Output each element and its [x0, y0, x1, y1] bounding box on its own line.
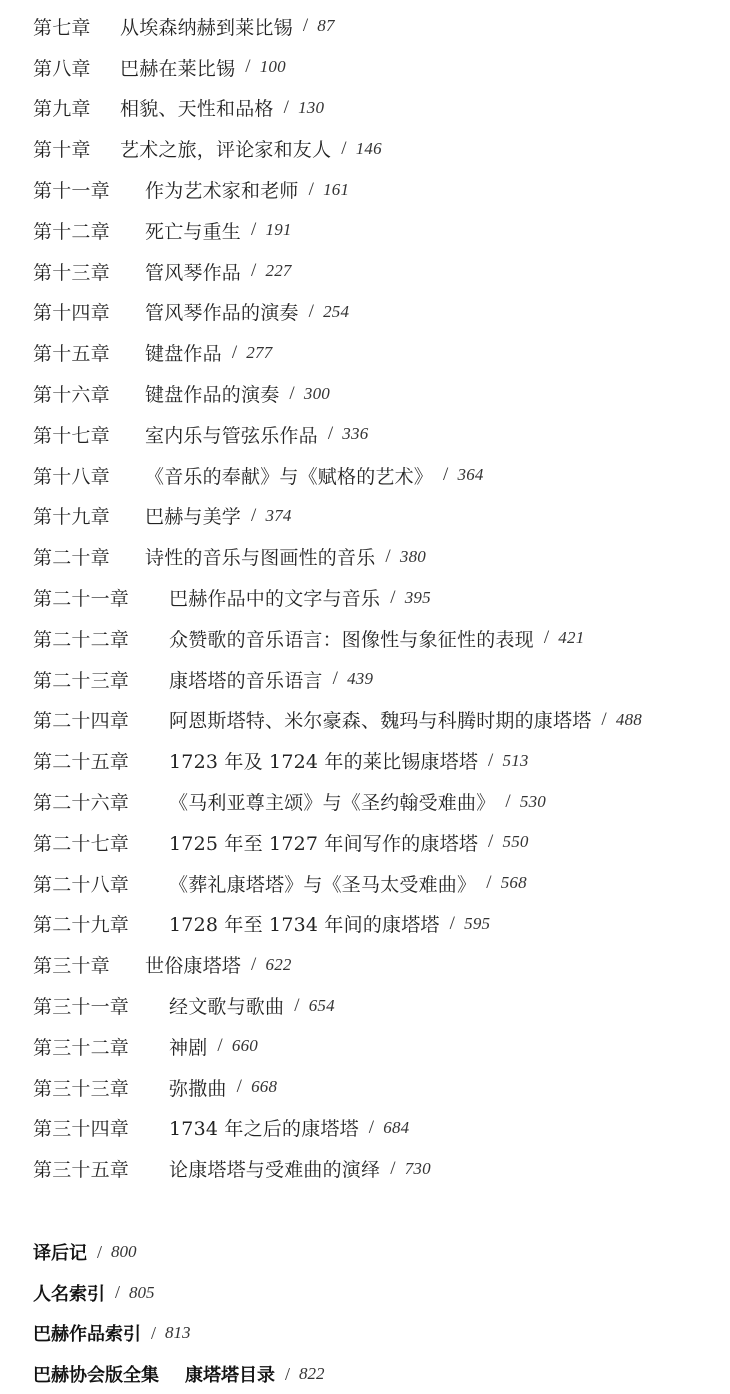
toc-entry	[33, 740, 642, 781]
page-separator: /	[327, 423, 334, 445]
page-separator: /	[308, 178, 315, 200]
toc-entry	[33, 1026, 642, 1067]
page-separator: /	[601, 708, 607, 730]
page-number: 227	[265, 261, 292, 281]
page-number: 439	[347, 669, 374, 689]
page-number: 530	[519, 791, 546, 811]
page-number: 277	[246, 342, 273, 362]
toc-entry	[33, 577, 642, 618]
chapter-title: 键盘作品	[145, 343, 222, 366]
page-number: 146	[355, 138, 382, 158]
page-number: 380	[399, 546, 426, 566]
page-number: 191	[265, 220, 292, 240]
toc-entry	[33, 169, 642, 210]
chapter-number: 第二十五章	[33, 751, 130, 774]
chapter-list	[33, 6, 642, 1189]
page-separator: /	[115, 1282, 121, 1303]
toc-entry	[33, 659, 642, 700]
toc-entry	[33, 128, 642, 169]
table-of-contents	[33, 0, 723, 1394]
page-separator: /	[443, 464, 449, 486]
page-number: 513	[502, 750, 529, 770]
page-number: 668	[251, 1077, 278, 1097]
toc-entry	[33, 536, 642, 577]
chapter-title: 论康塔塔与受难曲的演绎	[169, 1159, 381, 1182]
chapter-title: 《音乐的奉献》与《赋格的艺术》	[145, 465, 434, 488]
chapter-title: 1725 年至 1727 年间写作的康塔塔	[169, 832, 479, 855]
page-number: 87	[317, 16, 335, 36]
chapter-number: 第二十七章	[33, 832, 130, 855]
toc-entry	[33, 47, 642, 88]
chapter-title: 艺术之旅，评论家和友人	[120, 139, 332, 162]
page-number: 336	[342, 424, 369, 444]
page-separator: /	[486, 872, 492, 894]
chapter-number: 第二十二章	[33, 628, 130, 651]
chapter-title: 相貌、天性和品格	[120, 98, 274, 121]
chapter-title: 诗性的音乐与图画性的音乐	[145, 547, 376, 570]
page-separator: /	[251, 260, 257, 282]
backmatter-list	[33, 1232, 325, 1394]
chapter-number: 第十二章	[33, 220, 110, 243]
page-number: 488	[615, 709, 642, 729]
chapter-title: 死亡与重生	[145, 220, 242, 243]
toc-entry	[33, 373, 642, 414]
toc-entry	[33, 1067, 642, 1108]
chapter-title: 巴赫在莱比锡	[120, 57, 236, 80]
chapter-number: 第十一章	[33, 180, 110, 203]
page-number: 395	[404, 587, 431, 607]
chapter-number: 第八章	[33, 57, 91, 80]
backmatter-subtitle: 康塔塔目录	[185, 1365, 275, 1387]
chapter-number: 第三十三章	[33, 1077, 130, 1100]
chapter-title: 经文歌与歌曲	[169, 996, 285, 1019]
page-separator: /	[368, 1116, 375, 1138]
page-number: 374	[265, 505, 292, 525]
backmatter-entry	[33, 1232, 325, 1273]
page-number: 654	[308, 995, 335, 1015]
page-separator: /	[283, 96, 290, 118]
page-separator: /	[341, 137, 347, 159]
chapter-title: 1728 年至 1734 年间的康塔塔	[169, 914, 440, 937]
page-separator: /	[251, 504, 257, 526]
page-separator: /	[385, 545, 391, 567]
page-number: 805	[129, 1282, 155, 1302]
chapter-number: 第七章	[33, 16, 91, 39]
chapter-number: 第十五章	[33, 343, 110, 366]
toc-entry	[33, 414, 642, 455]
page-number: 813	[165, 1323, 191, 1343]
backmatter-entry	[33, 1313, 325, 1354]
page-separator: /	[231, 341, 238, 363]
chapter-number: 第十七章	[33, 424, 110, 447]
page-number: 161	[323, 179, 350, 199]
chapter-number: 第三十章	[33, 955, 110, 978]
chapter-title: 室内乐与管弦乐作品	[145, 424, 318, 447]
backmatter-title: 巴赫作品索引	[33, 1324, 141, 1346]
page-number: 568	[500, 873, 527, 893]
chapter-title: 《葬礼康塔塔》与《圣马太受难曲》	[169, 873, 477, 896]
toc-entry	[33, 496, 642, 537]
backmatter-entry	[33, 1354, 325, 1394]
toc-entry	[33, 88, 642, 129]
page-number: 800	[111, 1242, 137, 1262]
page-separator: /	[289, 382, 295, 404]
toc-entry	[33, 292, 642, 333]
page-separator: /	[251, 953, 257, 975]
page-separator: /	[245, 56, 251, 78]
chapter-number: 第十四章	[33, 302, 110, 325]
chapter-number: 第三十四章	[33, 1118, 130, 1141]
chapter-title: 从埃森纳赫到莱比锡	[120, 16, 293, 39]
chapter-number: 第二十六章	[33, 792, 130, 815]
page-number: 421	[558, 628, 585, 648]
page-number: 622	[265, 954, 292, 974]
page-number: 595	[464, 913, 491, 933]
chapter-number: 第二十一章	[33, 588, 130, 611]
chapter-number: 第三十一章	[33, 996, 130, 1019]
chapter-title: 阿恩斯塔特、米尔豪森、魏玛与科腾时期的康塔塔	[169, 710, 592, 733]
chapter-title: 巴赫与美学	[145, 506, 242, 529]
chapter-number: 第二十九章	[33, 914, 130, 937]
chapter-number: 第二十八章	[33, 873, 130, 896]
toc-entry	[33, 455, 642, 496]
page-separator: /	[302, 15, 309, 37]
page-separator: /	[97, 1241, 103, 1262]
page-separator: /	[251, 219, 257, 241]
backmatter-title: 译后记	[33, 1243, 87, 1265]
page-separator: /	[308, 300, 315, 322]
page-separator: /	[151, 1322, 157, 1343]
toc-entry	[33, 781, 642, 822]
toc-entry	[33, 618, 642, 659]
chapter-number: 第二十四章	[33, 710, 130, 733]
chapter-title: 康塔塔的音乐语言	[169, 669, 323, 692]
page-number: 300	[303, 383, 330, 403]
toc-entry	[33, 904, 642, 945]
backmatter-title: 人名索引	[33, 1283, 105, 1305]
chapter-title: 神剧	[169, 1036, 208, 1059]
chapter-title: 世俗康塔塔	[145, 955, 242, 978]
page-separator: /	[332, 668, 339, 690]
page-number: 822	[299, 1364, 325, 1384]
toc-entry	[33, 251, 642, 292]
backmatter-title: 巴赫协会版全集	[33, 1365, 159, 1387]
page-separator: /	[505, 790, 511, 812]
toc-entry	[33, 944, 642, 985]
toc-entry	[33, 210, 642, 251]
chapter-title: 弥撒曲	[169, 1077, 227, 1100]
chapter-title: 《马利亚尊主颂》与《圣约翰受难曲》	[169, 792, 496, 815]
backmatter-entry	[33, 1273, 325, 1314]
page-separator: /	[543, 627, 550, 649]
toc-entry	[33, 700, 642, 741]
chapter-number: 第三十二章	[33, 1036, 130, 1059]
page-separator: /	[390, 586, 396, 608]
page-separator: /	[449, 912, 456, 934]
toc-entry	[33, 1148, 642, 1189]
chapter-title: 作为艺术家和老师	[145, 180, 299, 203]
toc-entry	[33, 985, 642, 1026]
page-number: 254	[323, 301, 350, 321]
chapter-title: 1723 年及 1724 年的莱比锡康塔塔	[169, 751, 479, 774]
chapter-title: 1734 年之后的康塔塔	[169, 1118, 359, 1141]
page-number: 684	[383, 1117, 410, 1137]
toc-entry	[33, 332, 642, 373]
toc-entry	[33, 822, 642, 863]
page-separator: /	[390, 1157, 396, 1179]
chapter-number: 第二十章	[33, 547, 110, 570]
chapter-number: 第十六章	[33, 384, 110, 407]
chapter-title: 巴赫作品中的文字与音乐	[169, 588, 381, 611]
toc-entry	[33, 1108, 642, 1149]
page-separator: /	[236, 1076, 243, 1098]
chapter-number: 第十三章	[33, 261, 110, 284]
page-number: 100	[259, 57, 286, 77]
chapter-number: 第九章	[33, 98, 91, 121]
toc-entry	[33, 863, 642, 904]
page-separator: /	[294, 994, 300, 1016]
page-separator: /	[488, 831, 494, 853]
chapter-title: 键盘作品的演奏	[145, 384, 280, 407]
page-separator: /	[488, 749, 494, 771]
chapter-number: 第二十三章	[33, 669, 130, 692]
chapter-title: 管风琴作品	[145, 261, 242, 284]
page-number: 364	[457, 465, 484, 485]
page-separator: /	[217, 1035, 223, 1057]
chapter-title: 管风琴作品的演奏	[145, 302, 299, 325]
chapter-number: 第三十五章	[33, 1159, 130, 1182]
page-number: 550	[502, 832, 529, 852]
chapter-number: 第十九章	[33, 506, 110, 529]
page-number: 660	[231, 1036, 258, 1056]
page-separator: /	[285, 1363, 291, 1384]
toc-entry	[33, 6, 642, 47]
chapter-number: 第十章	[33, 139, 91, 162]
chapter-number: 第十八章	[33, 465, 110, 488]
page-number: 730	[404, 1158, 431, 1178]
page-number: 130	[298, 97, 325, 117]
chapter-title: 众赞歌的音乐语言：图像性与象征性的表现	[169, 628, 534, 651]
